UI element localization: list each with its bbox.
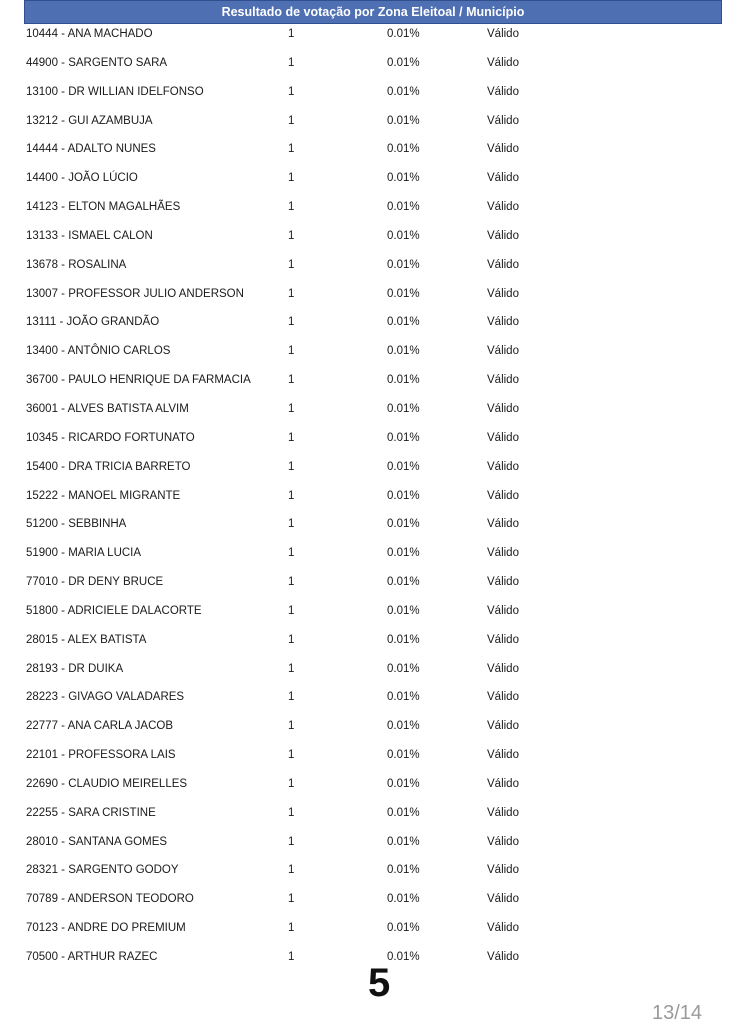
- votes-cell: 1: [288, 547, 295, 560]
- candidate-name-cell: 77010 - DR DENY BRUCE: [26, 576, 164, 589]
- votes-cell: 1: [288, 201, 295, 214]
- percentage-cell: 0.01%: [387, 316, 420, 329]
- percentage-cell: 0.01%: [387, 662, 420, 675]
- candidate-name-cell: 70123 - ANDRE DO PREMIUM: [26, 922, 186, 935]
- votes-cell: 1: [288, 287, 295, 300]
- table-row: [0, 568, 746, 597]
- candidate-name-cell: 28223 - GIVAGO VALADARES: [26, 691, 185, 704]
- votes-cell: 1: [288, 893, 295, 906]
- votes-cell: 1: [288, 864, 295, 877]
- votes-cell: 1: [288, 374, 295, 387]
- votes-cell: 1: [288, 806, 295, 819]
- table-row: [0, 164, 746, 193]
- votes-cell: 1: [288, 316, 295, 329]
- percentage-cell: 0.01%: [387, 345, 420, 358]
- table-row: [0, 337, 746, 366]
- candidate-name-cell: 10444 - ANA MACHADO: [26, 28, 153, 40]
- table-row: [0, 510, 746, 539]
- status-cell: Válido: [487, 662, 519, 675]
- candidate-name-cell: 51900 - MARIA LUCIA: [26, 547, 142, 560]
- percentage-cell: 0.01%: [387, 56, 420, 69]
- table-row: [0, 395, 746, 424]
- votes-cell: 1: [288, 56, 295, 69]
- table-row: [0, 308, 746, 337]
- table-row: [0, 20, 746, 49]
- table-row: [0, 78, 746, 107]
- status-cell: Válido: [487, 720, 519, 733]
- candidate-name-cell: 15400 - DRA TRICIA BARRETO: [26, 460, 191, 473]
- handwritten-page-marker: 5: [368, 961, 391, 1005]
- candidate-name-cell: 13212 - GUI AZAMBUJA: [26, 114, 153, 127]
- votes-cell: 1: [288, 345, 295, 358]
- votes-cell: 1: [288, 951, 295, 963]
- votes-cell: 1: [288, 604, 295, 617]
- status-cell: Válido: [487, 864, 519, 877]
- candidate-name-cell: 22101 - PROFESSORA LAIS: [26, 749, 176, 762]
- status-cell: Válido: [487, 489, 519, 502]
- percentage-cell: 0.01%: [387, 460, 420, 473]
- percentage-cell: 0.01%: [387, 287, 420, 300]
- candidate-name-cell: 13133 - ISMAEL CALON: [26, 229, 153, 242]
- status-cell: Válido: [487, 777, 519, 790]
- table-row: [0, 683, 746, 712]
- table-row: [0, 712, 746, 741]
- candidate-name-cell: 13678 - ROSALINA: [26, 258, 127, 271]
- votes-cell: 1: [288, 258, 295, 271]
- candidate-name-cell: 13400 - ANTÔNIO CARLOS: [26, 345, 171, 358]
- percentage-cell: 0.01%: [387, 835, 420, 848]
- table-row: [0, 193, 746, 222]
- status-cell: Válido: [487, 85, 519, 98]
- candidate-name-cell: 28321 - SARGENTO GODOY: [26, 864, 179, 877]
- table-row: [0, 453, 746, 482]
- status-cell: Válido: [487, 806, 519, 819]
- table-row: [0, 914, 746, 943]
- status-cell: Válido: [487, 431, 519, 444]
- percentage-cell: 0.01%: [387, 431, 420, 444]
- votes-cell: 1: [288, 229, 295, 242]
- table-row: [0, 828, 746, 857]
- table-row: [0, 655, 746, 684]
- votes-cell: 1: [288, 922, 295, 935]
- status-cell: Válido: [487, 691, 519, 704]
- votes-cell: 1: [288, 143, 295, 156]
- candidate-name-cell: 14123 - ELTON MAGALHÃES: [26, 201, 181, 214]
- table-row: [0, 626, 746, 655]
- status-cell: Válido: [487, 258, 519, 271]
- votes-cell: 1: [288, 518, 295, 531]
- status-cell: Válido: [487, 547, 519, 560]
- candidate-name-cell: 70789 - ANDERSON TEODORO: [26, 893, 194, 906]
- candidate-name-cell: 51200 - SEBBINHA: [26, 518, 127, 531]
- status-cell: Válido: [487, 201, 519, 214]
- percentage-cell: 0.01%: [387, 691, 420, 704]
- candidate-name-cell: 10345 - RICARDO FORTUNATO: [26, 431, 195, 444]
- percentage-cell: 0.01%: [387, 893, 420, 906]
- status-cell: Válido: [487, 633, 519, 646]
- percentage-cell: 0.01%: [387, 777, 420, 790]
- votes-cell: 1: [288, 402, 295, 415]
- table-row: [0, 222, 746, 251]
- status-cell: Válido: [487, 114, 519, 127]
- votes-cell: 1: [288, 633, 295, 646]
- votes-cell: 1: [288, 662, 295, 675]
- votes-cell: 1: [288, 172, 295, 185]
- table-row: [0, 107, 746, 136]
- percentage-cell: 0.01%: [387, 604, 420, 617]
- table-row: [0, 135, 746, 164]
- status-cell: Válido: [487, 374, 519, 387]
- candidate-name-cell: 28010 - SANTANA GOMES: [26, 835, 168, 848]
- status-cell: Válido: [487, 922, 519, 935]
- percentage-cell: 0.01%: [387, 201, 420, 214]
- candidate-name-cell: 13111 - JOÃO GRANDÃO: [26, 316, 160, 329]
- status-cell: Válido: [487, 951, 519, 963]
- table-row: [0, 280, 746, 309]
- page-number: 13/14: [652, 1002, 703, 1024]
- candidate-name-cell: 13100 - DR WILLIAN IDELFONSO: [26, 85, 204, 98]
- votes-cell: 1: [288, 85, 295, 98]
- candidate-name-cell: 22690 - CLAUDIO MEIRELLES: [26, 777, 188, 790]
- candidate-name-cell: 28015 - ALEX BATISTA: [26, 633, 147, 646]
- percentage-cell: 0.01%: [387, 749, 420, 762]
- table-row: [0, 856, 746, 885]
- status-cell: Válido: [487, 893, 519, 906]
- votes-cell: 1: [288, 777, 295, 790]
- votes-cell: 1: [288, 489, 295, 502]
- votes-cell: 1: [288, 28, 295, 40]
- percentage-cell: 0.01%: [387, 85, 420, 98]
- percentage-cell: 0.01%: [387, 864, 420, 877]
- votes-cell: 1: [288, 460, 295, 473]
- table-row: [0, 799, 746, 828]
- percentage-cell: 0.01%: [387, 806, 420, 819]
- candidate-name-cell: 15222 - MANOEL MIGRANTE: [26, 489, 181, 502]
- percentage-cell: 0.01%: [387, 633, 420, 646]
- table-row: [0, 424, 746, 453]
- candidate-name-cell: 14400 - JOÃO LÚCIO: [26, 172, 138, 185]
- percentage-cell: 0.01%: [387, 547, 420, 560]
- votes-cell: 1: [288, 114, 295, 127]
- status-cell: Válido: [487, 56, 519, 69]
- status-cell: Válido: [487, 576, 519, 589]
- candidate-name-cell: 28193 - DR DUIKA: [26, 662, 124, 675]
- status-cell: Válido: [487, 345, 519, 358]
- table-row: [0, 366, 746, 395]
- candidate-name-cell: 70500 - ARTHUR RAZEC: [26, 951, 158, 963]
- votes-cell: 1: [288, 691, 295, 704]
- table-row: [0, 597, 746, 626]
- table-header-title: Resultado de votação por Zona Eleitoal / Município: [24, 0, 722, 24]
- table-row: [0, 482, 746, 511]
- percentage-cell: 0.01%: [387, 172, 420, 185]
- votes-cell: 1: [288, 431, 295, 444]
- status-cell: Válido: [487, 604, 519, 617]
- candidate-name-cell: 13007 - PROFESSOR JULIO ANDERSON: [26, 287, 244, 300]
- results-table: [0, 20, 746, 972]
- table-row: [0, 885, 746, 914]
- votes-cell: 1: [288, 720, 295, 733]
- table-row: [0, 539, 746, 568]
- candidate-name-cell: 44900 - SARGENTO SARA: [26, 56, 168, 69]
- percentage-cell: 0.01%: [387, 374, 420, 387]
- table-row: [0, 49, 746, 78]
- votes-cell: 1: [288, 835, 295, 848]
- candidate-name-cell: 36700 - PAULO HENRIQUE DA FARMACIA: [26, 374, 251, 387]
- status-cell: Válido: [487, 28, 519, 40]
- votes-cell: 1: [288, 749, 295, 762]
- candidate-name-cell: 36001 - ALVES BATISTA ALVIM: [26, 402, 189, 415]
- status-cell: Válido: [487, 229, 519, 242]
- percentage-cell: 0.01%: [387, 229, 420, 242]
- status-cell: Válido: [487, 287, 519, 300]
- votes-cell: 1: [288, 576, 295, 589]
- status-cell: Válido: [487, 316, 519, 329]
- percentage-cell: 0.01%: [387, 576, 420, 589]
- table-row: [0, 741, 746, 770]
- status-cell: Válido: [487, 518, 519, 531]
- percentage-cell: 0.01%: [387, 951, 420, 963]
- percentage-cell: 0.01%: [387, 402, 420, 415]
- status-cell: Válido: [487, 835, 519, 848]
- percentage-cell: 0.01%: [387, 143, 420, 156]
- status-cell: Válido: [487, 143, 519, 156]
- candidate-name-cell: 14444 - ADALTO NUNES: [26, 143, 156, 156]
- table-row: [0, 251, 746, 280]
- percentage-cell: 0.01%: [387, 28, 420, 40]
- percentage-cell: 0.01%: [387, 258, 420, 271]
- status-cell: Válido: [487, 172, 519, 185]
- percentage-cell: 0.01%: [387, 489, 420, 502]
- status-cell: Válido: [487, 402, 519, 415]
- candidate-name-cell: 22255 - SARA CRISTINE: [26, 806, 156, 819]
- percentage-cell: 0.01%: [387, 922, 420, 935]
- percentage-cell: 0.01%: [387, 720, 420, 733]
- candidate-name-cell: 51800 - ADRICIELE DALACORTE: [26, 604, 202, 617]
- table-row: [0, 770, 746, 799]
- percentage-cell: 0.01%: [387, 114, 420, 127]
- percentage-cell: 0.01%: [387, 518, 420, 531]
- candidate-name-cell: 22777 - ANA CARLA JACOB: [26, 720, 174, 733]
- status-cell: Válido: [487, 460, 519, 473]
- status-cell: Válido: [487, 749, 519, 762]
